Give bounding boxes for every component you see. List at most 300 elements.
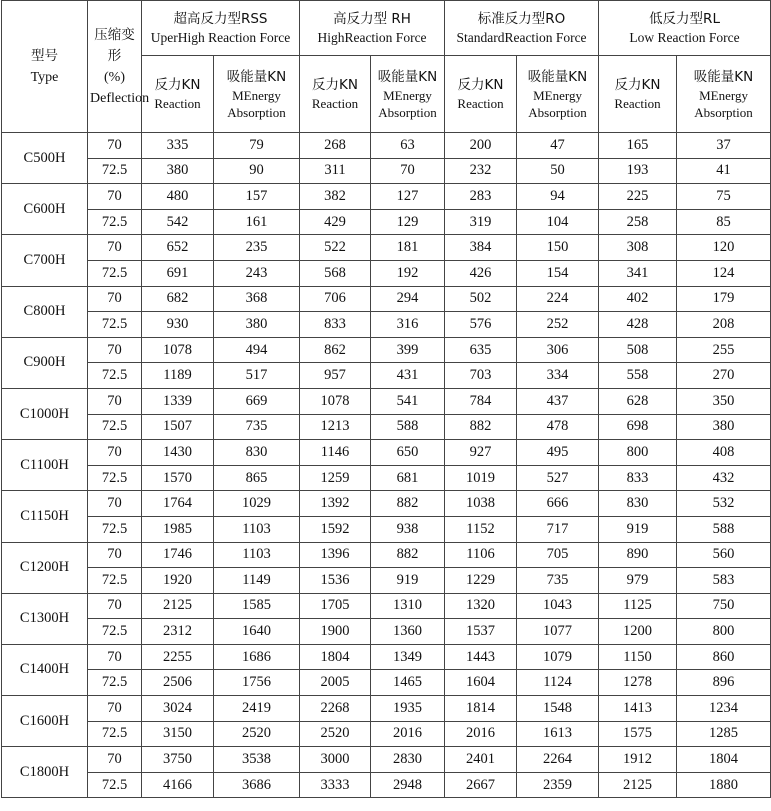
reaction-header-en: Reaction — [457, 96, 504, 111]
table-row — [2, 158, 771, 184]
deflection-header-en: Deflection — [90, 90, 150, 106]
table-row — [2, 542, 771, 568]
table-row — [2, 388, 771, 414]
energy-header — [214, 56, 300, 133]
deflection-cell: 70 — [88, 184, 142, 210]
deflection-cell: 72.5 — [88, 260, 142, 286]
table-row — [2, 772, 771, 798]
rss-energy-cell: 1029 — [214, 491, 300, 517]
rss-reaction-cell: 1746 — [142, 542, 214, 568]
group-header-cn: 高反力型 RH — [333, 11, 411, 27]
table-row — [2, 337, 771, 363]
deflection-cell: 70 — [88, 491, 142, 517]
rh-reaction-cell: 268 — [300, 133, 371, 159]
rss-reaction-cell: 2125 — [142, 593, 214, 619]
table-row — [2, 312, 771, 338]
table-row — [2, 440, 771, 466]
rss-energy-cell: 865 — [214, 465, 300, 491]
deflection-cell: 72.5 — [88, 209, 142, 235]
group-header-rh — [300, 1, 445, 56]
table-row — [2, 260, 771, 286]
rh-reaction-cell: 1396 — [300, 542, 371, 568]
deflection-cell: 70 — [88, 747, 142, 773]
table-row — [2, 593, 771, 619]
rl-energy-cell: 896 — [677, 670, 771, 696]
rl-reaction-cell: 341 — [599, 260, 677, 286]
rl-reaction-cell: 1200 — [599, 619, 677, 645]
energy-header-en: MEnergy — [533, 87, 582, 103]
type-cell: C600H — [2, 184, 88, 235]
rss-reaction-cell: 1430 — [142, 440, 214, 466]
rss-energy-cell: 90 — [214, 158, 300, 184]
ro-reaction-cell: 1019 — [445, 465, 517, 491]
rl-energy-cell: 350 — [677, 388, 771, 414]
group-header-cn: 超高反力型RSS — [173, 11, 268, 27]
rh-reaction-cell: 1213 — [300, 414, 371, 440]
rl-energy-cell: 560 — [677, 542, 771, 568]
deflection-header-cn: 压缩变形 — [94, 26, 135, 64]
group-header-en: Low Reaction Force — [629, 30, 740, 45]
rl-reaction-cell: 628 — [599, 388, 677, 414]
ro-reaction-cell: 1443 — [445, 644, 517, 670]
rss-reaction-cell: 1570 — [142, 465, 214, 491]
ro-energy-cell: 1043 — [517, 593, 599, 619]
type-cell: C1150H — [2, 491, 88, 542]
rh-energy-cell: 181 — [371, 235, 445, 261]
reaction-header-cn: 反力KN — [312, 77, 358, 93]
rss-reaction-cell: 930 — [142, 312, 214, 338]
rl-energy-cell: 1285 — [677, 721, 771, 747]
reaction-header-cn: 反力KN — [457, 77, 504, 93]
rh-reaction-cell: 429 — [300, 209, 371, 235]
type-cell: C1800H — [2, 747, 88, 798]
reaction-header — [445, 56, 517, 133]
rss-energy-cell: 735 — [214, 414, 300, 440]
rh-reaction-cell: 3333 — [300, 772, 371, 798]
reaction-header — [599, 56, 677, 133]
rh-reaction-cell: 833 — [300, 312, 371, 338]
rl-energy-cell: 75 — [677, 184, 771, 210]
ro-reaction-cell: 1320 — [445, 593, 517, 619]
rh-reaction-cell: 2268 — [300, 696, 371, 722]
ro-energy-cell: 2359 — [517, 772, 599, 798]
rss-reaction-cell: 2255 — [142, 644, 214, 670]
reaction-header-cn: 反力KN — [614, 77, 661, 93]
ro-energy-cell: 252 — [517, 312, 599, 338]
rl-energy-cell: 85 — [677, 209, 771, 235]
ro-reaction-cell: 927 — [445, 440, 517, 466]
reaction-header-en: Reaction — [311, 96, 359, 111]
group-header-en: StandardReaction Force — [456, 30, 587, 45]
rh-energy-cell: 938 — [371, 516, 445, 542]
rl-reaction-cell: 1125 — [599, 593, 677, 619]
type-cell: C500H — [2, 133, 88, 184]
ro-energy-cell: 478 — [517, 414, 599, 440]
deflection-cell: 70 — [88, 133, 142, 159]
rss-reaction-cell: 335 — [142, 133, 214, 159]
rl-reaction-cell: 258 — [599, 209, 677, 235]
group-header-en: HighReaction Force — [317, 30, 427, 45]
rss-energy-cell: 1103 — [214, 516, 300, 542]
rl-reaction-cell: 165 — [599, 133, 677, 159]
deflection-cell: 70 — [88, 644, 142, 670]
energy-header-cn: 吸能量KN — [226, 68, 287, 85]
deflection-cell: 72.5 — [88, 312, 142, 338]
table-row — [2, 363, 771, 389]
type-cell: C1100H — [2, 440, 88, 491]
rss-reaction-cell: 3150 — [142, 721, 214, 747]
ro-energy-cell: 2264 — [517, 747, 599, 773]
deflection-cell: 72.5 — [88, 158, 142, 184]
ro-energy-cell: 47 — [517, 133, 599, 159]
rss-energy-cell: 79 — [214, 133, 300, 159]
table-body — [2, 133, 771, 798]
rss-energy-cell: 235 — [214, 235, 300, 261]
deflection-header-unit: (%) — [104, 69, 125, 85]
rss-reaction-cell: 3024 — [142, 696, 214, 722]
rl-reaction-cell: 698 — [599, 414, 677, 440]
table-row — [2, 235, 771, 261]
reaction-header-cn: 反力KN — [154, 77, 201, 93]
rh-energy-cell: 2948 — [371, 772, 445, 798]
rl-energy-cell: 432 — [677, 465, 771, 491]
rl-energy-cell: 860 — [677, 644, 771, 670]
type-cell: C1300H — [2, 593, 88, 644]
rl-reaction-cell: 508 — [599, 337, 677, 363]
deflection-cell: 72.5 — [88, 465, 142, 491]
rh-energy-cell: 681 — [371, 465, 445, 491]
rss-reaction-cell: 380 — [142, 158, 214, 184]
deflection-cell: 72.5 — [88, 670, 142, 696]
rh-energy-cell: 1349 — [371, 644, 445, 670]
rl-reaction-cell: 402 — [599, 286, 677, 312]
table-row — [2, 670, 771, 696]
group-header-rss — [142, 1, 300, 56]
rl-reaction-cell: 890 — [599, 542, 677, 568]
energy-header-cn: 吸能量KN — [527, 68, 588, 85]
rss-energy-cell: 830 — [214, 440, 300, 466]
reaction-header-en: Reaction — [614, 96, 661, 111]
rl-reaction-cell: 1278 — [599, 670, 677, 696]
table-row — [2, 696, 771, 722]
rl-reaction-cell: 558 — [599, 363, 677, 389]
rss-reaction-cell: 1339 — [142, 388, 214, 414]
rss-energy-cell: 3538 — [214, 747, 300, 773]
rh-energy-cell: 294 — [371, 286, 445, 312]
deflection-cell: 72.5 — [88, 772, 142, 798]
ro-reaction-cell: 2667 — [445, 772, 517, 798]
rh-energy-cell: 399 — [371, 337, 445, 363]
ro-energy-cell: 94 — [517, 184, 599, 210]
energy-header-en: MEnergy — [383, 87, 432, 103]
deflection-cell: 72.5 — [88, 414, 142, 440]
rss-reaction-cell: 1078 — [142, 337, 214, 363]
rss-energy-cell: 517 — [214, 363, 300, 389]
rh-energy-cell: 588 — [371, 414, 445, 440]
deflection-cell: 70 — [88, 388, 142, 414]
ro-energy-cell: 334 — [517, 363, 599, 389]
rl-energy-cell: 1804 — [677, 747, 771, 773]
type-cell: C1400H — [2, 644, 88, 695]
ro-reaction-cell: 319 — [445, 209, 517, 235]
ro-energy-cell: 666 — [517, 491, 599, 517]
table-row — [2, 465, 771, 491]
ro-energy-cell: 154 — [517, 260, 599, 286]
group-header-en: UperHigh Reaction Force — [150, 30, 291, 45]
energy-header — [371, 56, 445, 133]
rl-energy-cell: 800 — [677, 619, 771, 645]
table-row — [2, 491, 771, 517]
ro-energy-cell: 735 — [517, 568, 599, 594]
rh-reaction-cell: 1900 — [300, 619, 371, 645]
ro-energy-cell: 495 — [517, 440, 599, 466]
ro-reaction-cell: 502 — [445, 286, 517, 312]
reaction-header — [142, 56, 214, 133]
ro-energy-cell: 1077 — [517, 619, 599, 645]
ro-reaction-cell: 1152 — [445, 516, 517, 542]
ro-reaction-cell: 703 — [445, 363, 517, 389]
type-cell: C1600H — [2, 696, 88, 747]
energy-header-cn: 吸能量KN — [693, 68, 754, 85]
rss-reaction-cell: 1920 — [142, 568, 214, 594]
type-cell: C1000H — [2, 388, 88, 439]
rss-reaction-cell: 652 — [142, 235, 214, 261]
ro-energy-cell: 1124 — [517, 670, 599, 696]
ro-reaction-cell: 576 — [445, 312, 517, 338]
ro-energy-cell: 104 — [517, 209, 599, 235]
rh-reaction-cell: 1392 — [300, 491, 371, 517]
rl-reaction-cell: 833 — [599, 465, 677, 491]
energy-header — [677, 56, 771, 133]
table-row — [2, 414, 771, 440]
rh-reaction-cell: 2005 — [300, 670, 371, 696]
header-row-groups — [2, 1, 771, 56]
rss-reaction-cell: 682 — [142, 286, 214, 312]
group-header-cn: 标准反力型RO — [477, 11, 566, 27]
rh-energy-cell: 70 — [371, 158, 445, 184]
rl-energy-cell: 583 — [677, 568, 771, 594]
rl-reaction-cell: 308 — [599, 235, 677, 261]
deflection-cell: 72.5 — [88, 721, 142, 747]
ro-reaction-cell: 784 — [445, 388, 517, 414]
rl-energy-cell: 37 — [677, 133, 771, 159]
rh-energy-cell: 882 — [371, 491, 445, 517]
ro-energy-cell: 50 — [517, 158, 599, 184]
deflection-cell: 72.5 — [88, 516, 142, 542]
rss-energy-cell: 1149 — [214, 568, 300, 594]
rh-energy-cell: 650 — [371, 440, 445, 466]
type-cell: C800H — [2, 286, 88, 337]
rss-reaction-cell: 1507 — [142, 414, 214, 440]
rl-reaction-cell: 428 — [599, 312, 677, 338]
rl-energy-cell: 1880 — [677, 772, 771, 798]
type-cell: C1200H — [2, 542, 88, 593]
deflection-cell: 70 — [88, 286, 142, 312]
reaction-header-en: Reaction — [154, 96, 201, 111]
rh-reaction-cell: 1592 — [300, 516, 371, 542]
rh-energy-cell: 129 — [371, 209, 445, 235]
rh-reaction-cell: 1078 — [300, 388, 371, 414]
ro-energy-cell: 437 — [517, 388, 599, 414]
rh-reaction-cell: 2520 — [300, 721, 371, 747]
rh-energy-cell: 541 — [371, 388, 445, 414]
rss-energy-cell: 1640 — [214, 619, 300, 645]
ro-reaction-cell: 1537 — [445, 619, 517, 645]
table-row — [2, 516, 771, 542]
rss-reaction-cell: 1985 — [142, 516, 214, 542]
rss-reaction-cell: 480 — [142, 184, 214, 210]
rh-reaction-cell: 1146 — [300, 440, 371, 466]
rh-energy-cell: 316 — [371, 312, 445, 338]
rh-energy-cell: 2016 — [371, 721, 445, 747]
ro-reaction-cell: 2401 — [445, 747, 517, 773]
ro-reaction-cell: 283 — [445, 184, 517, 210]
rss-energy-cell: 380 — [214, 312, 300, 338]
ro-reaction-cell: 384 — [445, 235, 517, 261]
deflection-cell: 72.5 — [88, 619, 142, 645]
rl-reaction-cell: 919 — [599, 516, 677, 542]
rl-reaction-cell: 1413 — [599, 696, 677, 722]
type-header — [2, 1, 88, 133]
rss-reaction-cell: 1764 — [142, 491, 214, 517]
rl-energy-cell: 41 — [677, 158, 771, 184]
rss-reaction-cell: 4166 — [142, 772, 214, 798]
group-header-rl — [599, 1, 771, 56]
rh-reaction-cell: 522 — [300, 235, 371, 261]
rl-energy-cell: 380 — [677, 414, 771, 440]
ro-reaction-cell: 1229 — [445, 568, 517, 594]
rl-energy-cell: 255 — [677, 337, 771, 363]
rss-energy-cell: 2520 — [214, 721, 300, 747]
rss-reaction-cell: 2312 — [142, 619, 214, 645]
rh-reaction-cell: 1259 — [300, 465, 371, 491]
ro-energy-cell: 224 — [517, 286, 599, 312]
rh-reaction-cell: 311 — [300, 158, 371, 184]
rl-energy-cell: 1234 — [677, 696, 771, 722]
deflection-header — [88, 1, 150, 133]
rl-reaction-cell: 193 — [599, 158, 677, 184]
deflection-cell: 70 — [88, 337, 142, 363]
rh-energy-cell: 1360 — [371, 619, 445, 645]
table-row — [2, 747, 771, 773]
rss-reaction-cell: 691 — [142, 260, 214, 286]
rh-reaction-cell: 706 — [300, 286, 371, 312]
energy-header-en: MEnergy — [699, 87, 748, 103]
rh-reaction-cell: 568 — [300, 260, 371, 286]
table-row — [2, 644, 771, 670]
table-row — [2, 209, 771, 235]
rss-energy-cell: 368 — [214, 286, 300, 312]
rl-reaction-cell: 225 — [599, 184, 677, 210]
rh-energy-cell: 882 — [371, 542, 445, 568]
rh-energy-cell: 431 — [371, 363, 445, 389]
energy-header — [517, 56, 599, 133]
rh-energy-cell: 127 — [371, 184, 445, 210]
rss-reaction-cell: 3750 — [142, 747, 214, 773]
rss-energy-cell: 243 — [214, 260, 300, 286]
energy-header-cn: 吸能量KN — [377, 68, 438, 85]
energy-header-en2: Absorption — [227, 104, 286, 120]
type-header-en: Type — [30, 69, 59, 85]
rss-energy-cell: 494 — [214, 337, 300, 363]
rh-energy-cell: 1935 — [371, 696, 445, 722]
rh-energy-cell: 63 — [371, 133, 445, 159]
table-row — [2, 721, 771, 747]
rss-energy-cell: 3686 — [214, 772, 300, 798]
rh-reaction-cell: 1705 — [300, 593, 371, 619]
rss-energy-cell: 157 — [214, 184, 300, 210]
table-row — [2, 286, 771, 312]
rh-reaction-cell: 1804 — [300, 644, 371, 670]
rh-energy-cell: 1310 — [371, 593, 445, 619]
rh-reaction-cell: 3000 — [300, 747, 371, 773]
ro-reaction-cell: 426 — [445, 260, 517, 286]
rl-energy-cell: 179 — [677, 286, 771, 312]
type-cell: C700H — [2, 235, 88, 286]
group-header-cn: 低反力型RL — [649, 11, 720, 27]
deflection-cell: 70 — [88, 235, 142, 261]
rl-reaction-cell: 1575 — [599, 721, 677, 747]
type-cell: C900H — [2, 337, 88, 388]
rss-energy-cell: 1756 — [214, 670, 300, 696]
energy-header-en2: Absorption — [378, 104, 437, 120]
table-row — [2, 568, 771, 594]
rl-energy-cell: 120 — [677, 235, 771, 261]
rl-energy-cell: 750 — [677, 593, 771, 619]
ro-energy-cell: 1079 — [517, 644, 599, 670]
rh-energy-cell: 919 — [371, 568, 445, 594]
rl-reaction-cell: 830 — [599, 491, 677, 517]
table-row — [2, 619, 771, 645]
rh-reaction-cell: 1536 — [300, 568, 371, 594]
ro-energy-cell: 717 — [517, 516, 599, 542]
deflection-cell: 70 — [88, 542, 142, 568]
deflection-cell: 72.5 — [88, 568, 142, 594]
ro-energy-cell: 1548 — [517, 696, 599, 722]
ro-reaction-cell: 232 — [445, 158, 517, 184]
energy-header-en: MEnergy — [232, 87, 281, 103]
deflection-cell: 70 — [88, 440, 142, 466]
ro-reaction-cell: 635 — [445, 337, 517, 363]
table-row — [2, 133, 771, 159]
energy-header-en2: Absorption — [694, 104, 753, 120]
rh-reaction-cell: 862 — [300, 337, 371, 363]
ro-reaction-cell: 1038 — [445, 491, 517, 517]
ro-reaction-cell: 1106 — [445, 542, 517, 568]
ro-reaction-cell: 2016 — [445, 721, 517, 747]
rss-reaction-cell: 542 — [142, 209, 214, 235]
rl-energy-cell: 208 — [677, 312, 771, 338]
rss-reaction-cell: 2506 — [142, 670, 214, 696]
rh-reaction-cell: 382 — [300, 184, 371, 210]
rl-reaction-cell: 800 — [599, 440, 677, 466]
rss-energy-cell: 2419 — [214, 696, 300, 722]
fender-performance-table — [1, 0, 771, 798]
rh-energy-cell: 1465 — [371, 670, 445, 696]
ro-energy-cell: 306 — [517, 337, 599, 363]
type-header-cn: 型号 — [31, 47, 58, 64]
rl-energy-cell: 124 — [677, 260, 771, 286]
deflection-cell: 70 — [88, 593, 142, 619]
rl-reaction-cell: 979 — [599, 568, 677, 594]
energy-header-en2: Absorption — [528, 104, 587, 120]
rss-energy-cell: 161 — [214, 209, 300, 235]
rh-reaction-cell: 957 — [300, 363, 371, 389]
rh-energy-cell: 2830 — [371, 747, 445, 773]
rh-energy-cell: 192 — [371, 260, 445, 286]
ro-reaction-cell: 200 — [445, 133, 517, 159]
rl-reaction-cell: 1912 — [599, 747, 677, 773]
